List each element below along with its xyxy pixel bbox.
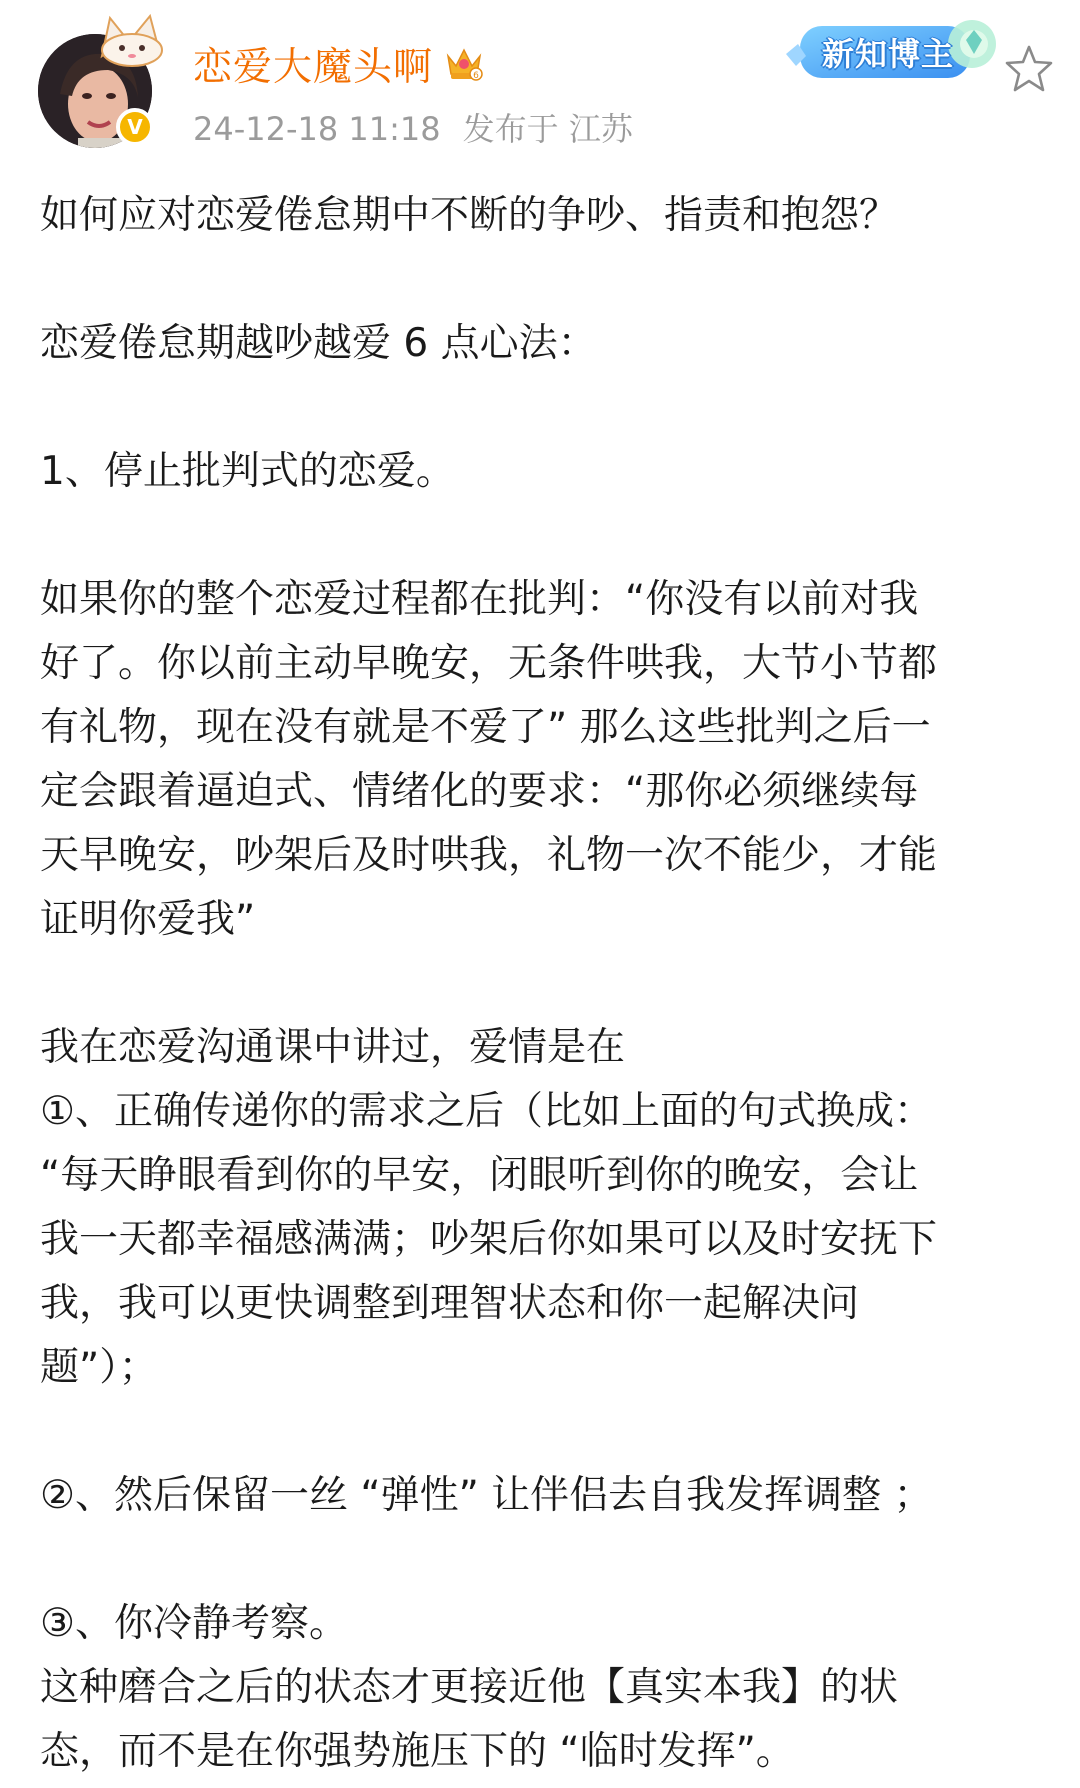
blank-line xyxy=(40,248,1050,312)
post-header xyxy=(0,0,1080,170)
body-line: “每天睁眼看到你的早安，闭眼听到你的晚安，会让 xyxy=(40,1153,919,1198)
body-line: 我一天都幸福感满满；吵架后你如果可以及时安抚下 xyxy=(40,1217,938,1262)
blank-line xyxy=(40,1528,1050,1592)
verified-badge-icon: V xyxy=(116,108,154,146)
body-line: 如何应对恋爱倦怠期中不断的争吵、指责和抱怨？ xyxy=(40,193,899,238)
body-line: ①、正确传递你的需求之后（比如上面的句式换成： xyxy=(40,1089,933,1134)
body-line: 这种磨合之后的状态才更接近他【真实本我】的状 xyxy=(40,1665,899,1710)
body-line: 1、停止批判式的恋爱。 xyxy=(40,449,455,494)
body-line: 我，我可以更快调整到理智状态和你一起解决问 xyxy=(40,1281,860,1326)
svg-text:6: 6 xyxy=(473,71,479,81)
body-line: 好了。你以前主动早晚安，无条件哄我，大节小节都 xyxy=(40,641,938,686)
crown-icon[interactable] xyxy=(444,44,484,82)
body-line: 天早晚安，吵架后及时哄我，礼物一次不能少，才能 xyxy=(40,833,938,878)
author-name[interactable]: 恋爱大魔头啊 xyxy=(193,45,434,90)
body-line: ②、然后保留一丝 “弹性” 让伴侣去自我发挥调整 ； xyxy=(40,1473,933,1518)
cat-ears-decoration-icon xyxy=(92,12,172,68)
body-line: 定会跟着逼迫式、情绪化的要求：“那你必须继续每 xyxy=(40,769,919,814)
blank-line xyxy=(40,376,1050,440)
author-avatar[interactable] xyxy=(38,30,156,148)
new-knowledge-blogger-badge[interactable] xyxy=(782,14,1012,90)
post-body xyxy=(40,184,1050,1784)
post-meta xyxy=(193,104,633,150)
body-line: 我在恋爱沟通课中讲过，爱情是在 xyxy=(40,1025,626,1070)
blank-line xyxy=(40,504,1050,568)
post-location: 发布于 江苏 xyxy=(462,110,633,148)
badge-label: 新知博主 xyxy=(822,35,955,73)
body-line: ③、你冷静考察。 xyxy=(40,1601,348,1646)
star-outline-icon[interactable] xyxy=(1004,44,1054,92)
post-timestamp: 24-12-18 11:18 xyxy=(193,110,441,148)
body-line: 如果你的整个恋爱过程都在批判：“你没有以前对我 xyxy=(40,577,919,622)
blank-line xyxy=(40,952,1050,1016)
body-line: 题”）； xyxy=(40,1345,158,1390)
body-line: 恋爱倦怠期越吵越爱 6 点心法： xyxy=(40,321,597,366)
body-line: 证明你爱我” xyxy=(40,897,256,942)
body-line: 态，而不是在你强势施压下的 “临时发挥”。 xyxy=(40,1729,795,1774)
body-line: 有礼物，现在没有就是不爱了” 那么这些批判之后一 xyxy=(40,705,931,750)
blank-line xyxy=(40,1400,1050,1464)
